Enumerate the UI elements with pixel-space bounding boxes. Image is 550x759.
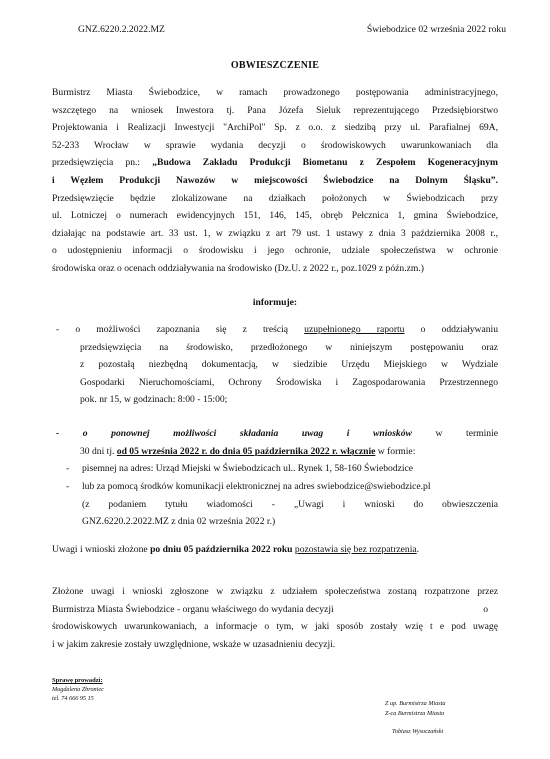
intro-line: środowiska oraz o ocenach oddziaływania na środowisko (Dz.U. z 2022 r., poz.1029 z późn.zm.): [52, 262, 424, 274]
closing-line: Złożone uwagi i wnioski zgłoszone w związku z udziałem społeczeństwa zostaną rozpatrzone przez: [52, 586, 498, 597]
late-submissions-note: Uwagi i wnioski złożone po dniu 05 października 2022 roku pozostawia się bez rozpatrzenia.: [52, 544, 420, 555]
case-handler-label: Sprawę prowadzi:: [52, 677, 103, 684]
item-line: przedsięwzięcia na środowisko, przedłożonego w niniejszym postępowaniu oraz: [80, 341, 498, 353]
item-emphasis: o ponownej możliwości składania uwag i wniosków: [82, 428, 412, 439]
intro-line: Burmistrz Miasta Świebodzice, w ramach prowadzonego postępowania administracyjnego,: [52, 87, 498, 98]
document-title: OBWIESZCZENIE: [230, 60, 320, 71]
project-name-cont: i Węzłem Produkcji Nawozów w miejscowości Świebodzice na Dolnym Śląsku”.: [52, 174, 498, 186]
deadline-range: od 05 września 2022 r. do dnia 05 października 2022 r. włącznie: [116, 445, 376, 457]
item-text: 30 dni tj.: [80, 445, 117, 457]
signatory-line-2: Z-ca Burmistrza Miasta: [385, 710, 445, 717]
item-text: - o możliwości zapoznania się z treścią: [56, 324, 305, 335]
note-deadline: po dniu 05 października 2022 roku: [150, 544, 293, 555]
intro-line: o udostępnieniu informacji o środowisku i jego ochronie, udziale społeczeństwa w ochronie: [52, 245, 498, 257]
intro-text: przedsięwzięcia pn.:: [52, 157, 153, 169]
informuje-heading: informuje:: [252, 297, 298, 308]
dash-bullet: -: [66, 463, 70, 474]
place-date: Świebodzice 02 września 2022 roku: [366, 24, 506, 35]
reference-number: GNZ.6220.2.2022.MZ: [78, 24, 165, 35]
intro-line: działając na podstawie art. 33 ust. 1, w związku z art 79 ust. 1 ustawy z dnia 3 października 2008 r.,: [52, 227, 498, 239]
closing-line: [52, 601, 498, 619]
item-text: w terminie: [411, 428, 498, 439]
option-text: (z podaniem tytułu wiadomości - „Uwagi i wnioski do obwieszczenia: [82, 498, 498, 510]
note-text: Uwagi i wnioski złożone: [52, 544, 151, 555]
item-dash: -: [56, 428, 83, 439]
option-text: pisemnej na adres: Urząd Miejski w Świebodzicach ul.. Rynek 1, 58-160 Świebodzice: [82, 463, 414, 474]
item-line: Gospodarki Nieruchomościami, Ochrony Środowiska i Zagospodarowania Przestrzennego: [80, 376, 498, 388]
intro-line: ul. Lotniczej o numerach ewidencyjnych 151, 146, 145, obręb Pełcznica 1, gmina Świebodzice,: [52, 210, 498, 222]
intro-paragraph: [52, 84, 498, 278]
project-name: „Budowa Zakładu Produkcji Biometanu z Zespołem Kogeneracyjnym: [152, 157, 498, 169]
closing-text: Burmistrza Miasta Świebodzice - organu właściwego do wydania decyzji: [52, 603, 334, 615]
intro-line: Przedsięwzięcie będzie zlokalizowane na działkach położonych w Świebodzicach przy: [52, 192, 498, 204]
notice-item-1: [56, 321, 498, 409]
intro-line: wszczętego na wniosek Inwestora tj. Pana Józefa Sieluk reprezentującego Przedsiębiorstwo: [52, 104, 498, 116]
item-line: [56, 321, 498, 339]
submission-option-written: [66, 460, 498, 478]
item-text: o oddziaływaniu: [404, 324, 499, 335]
item-text: w formie:: [375, 445, 416, 457]
intro-line: [52, 154, 498, 172]
signatory-line-1: Z up. Burmistrza Miasta: [385, 700, 446, 707]
item-line: z pozostałą niezbędną dokumentacją, w siedzibie Urzędu Miejskiego w Wydziale: [80, 359, 498, 371]
item-line: pok. nr 15, w godzinach: 8:00 - 15:00;: [80, 394, 228, 406]
report-link-text: uzupełnionego raportu: [304, 324, 405, 335]
intro-line: 52-233 Wrocław w sprawie wydania decyzji o środowiskowych uwarunkowaniach dla: [52, 139, 498, 151]
closing-line: środowiskowych uwarunkowaniach, a informacje o tym, w jaki sposób zostały wzię t e pod uwagę: [52, 621, 498, 633]
case-handler-phone: tel. 74 666 95 15: [52, 695, 94, 702]
closing-paragraph: [52, 583, 498, 653]
option-text: GNZ.6220.2.2022.MZ z dnia 02 września 2022 r.): [82, 516, 276, 528]
case-handler-name: Magdalena Zbroniec: [52, 686, 104, 693]
item-line: [56, 443, 498, 461]
dash-bullet: -: [66, 481, 70, 492]
notice-item-2: [56, 425, 498, 460]
note-consequence: pozostawia się bez rozpatrzenia: [294, 544, 417, 555]
closing-text: o: [483, 603, 488, 615]
option-text: lub za pomocą środków komunikacji elektronicznej na adres swiebodzice@swiebodzice.pl: [82, 481, 431, 492]
signatory-name: Tobiasz Wysoczański: [392, 728, 444, 735]
submission-option-email: [66, 478, 498, 531]
intro-line: Projektowania i Realizacji Inwestycji "ArchiPol" Sp. z o.o. z siedzibą przy ul. Parafialnej 69A,: [52, 122, 498, 134]
closing-line: i w jakim zakresie zostały uwzględnione, wskaże w uzasadnieniu decyzji.: [52, 638, 336, 650]
item-line: [56, 425, 498, 443]
